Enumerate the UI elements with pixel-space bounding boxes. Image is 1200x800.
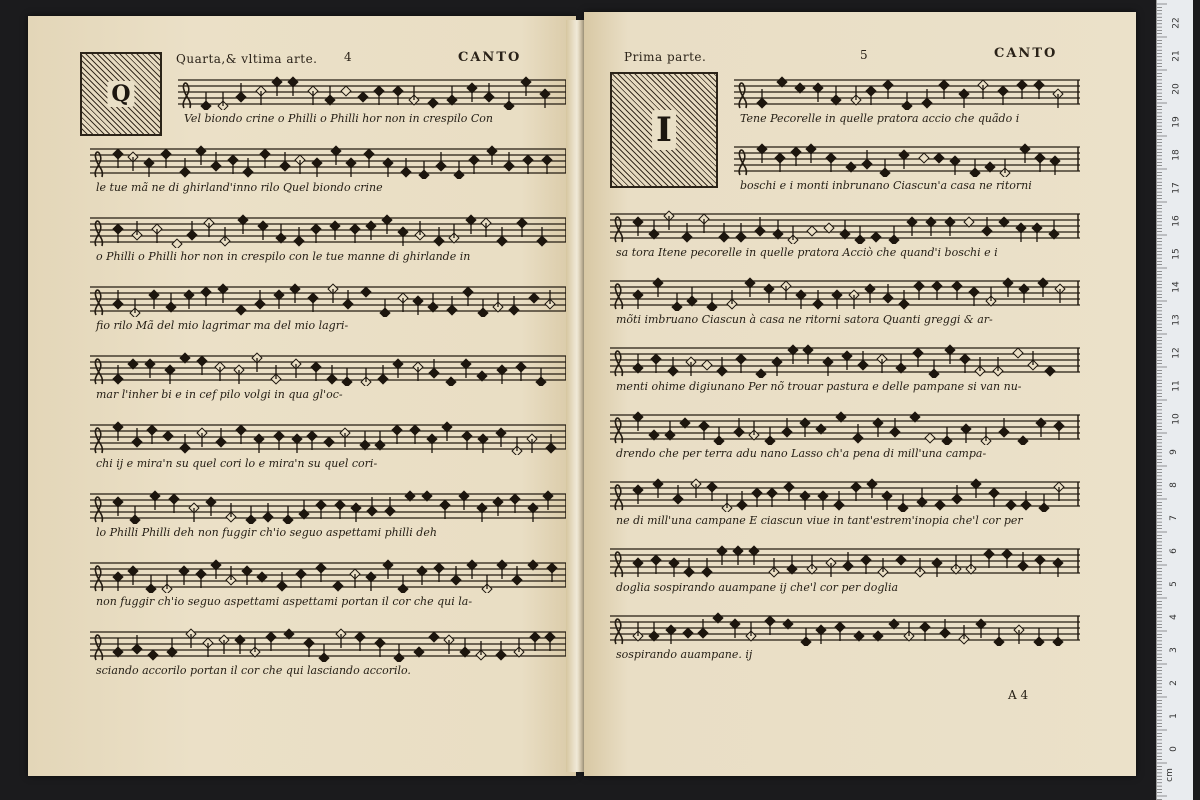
page-number: 4 [344, 50, 353, 64]
note-glyph [1045, 366, 1055, 376]
ruler-number: 14 [1171, 281, 1182, 293]
staff [610, 610, 1080, 646]
ruler-number: 12 [1171, 347, 1182, 359]
note-glyph [361, 287, 371, 297]
note-glyph [1018, 436, 1028, 445]
staff [734, 141, 1080, 177]
note-glyph [429, 632, 439, 642]
ruler-number: 22 [1171, 17, 1182, 29]
note-glyph [925, 433, 935, 443]
staff [734, 74, 1080, 110]
ruler-number: 8 [1168, 482, 1179, 488]
part-label: Prima parte. [624, 50, 707, 64]
ruler-number: 21 [1171, 50, 1182, 62]
staff [610, 476, 1080, 512]
staff [90, 557, 568, 593]
note-glyph [1006, 500, 1016, 510]
staff [90, 626, 568, 662]
signature-mark: A 4 [1008, 688, 1029, 702]
decorated-initial-i [610, 72, 718, 188]
staff [610, 275, 1080, 311]
note-glyph [358, 92, 368, 102]
note-glyph [683, 628, 693, 638]
ruler-unit: cm [1164, 768, 1175, 782]
lyric-line: ne di mill'una campane E ciascun viue in tant'estrem'inopia che'l cor per [616, 514, 1023, 527]
lyric-line: le tue mã ne di ghirland'inno rilo Quel biondo crine [96, 181, 383, 194]
ruler-number: 13 [1171, 314, 1182, 326]
ruler-number: 7 [1168, 515, 1179, 521]
note-glyph [341, 86, 351, 96]
staff [90, 143, 568, 179]
note-glyph [807, 226, 817, 236]
staff [90, 281, 568, 317]
staff [178, 74, 568, 110]
ruler-number: 1 [1168, 713, 1179, 719]
right-page [584, 12, 1136, 776]
page-number: 5 [860, 48, 869, 62]
staff [90, 212, 568, 248]
note-glyph [333, 581, 343, 591]
voice-label: CANTO [458, 50, 522, 65]
note-glyph [324, 437, 334, 447]
ruler-number: 4 [1168, 614, 1179, 620]
lyric-line: doglia sospirando auampane ij che'l cor per doglia [616, 581, 899, 594]
ruler-number: 9 [1168, 449, 1179, 455]
staff [90, 350, 568, 386]
measurement-ruler [1156, 0, 1193, 800]
note-glyph [1013, 348, 1023, 358]
lyric-line: fio rilo Mã del mio lagrimar ma del mio lagri- [96, 319, 349, 332]
note-glyph [896, 555, 906, 565]
page-header-title: Quarta,& vltima arte. [176, 52, 318, 66]
note-glyph [934, 153, 944, 163]
note-glyph [236, 305, 246, 315]
note-glyph [163, 431, 173, 441]
ruler-number: 5 [1168, 581, 1179, 587]
decorated-initial-q [80, 52, 162, 136]
initial-letter: I [652, 110, 676, 150]
staff [610, 543, 1080, 579]
ruler-number: 2 [1168, 680, 1179, 686]
note-glyph [428, 98, 438, 108]
staff [90, 419, 568, 455]
voice-label: CANTO [994, 46, 1058, 61]
ruler-number: 6 [1168, 548, 1179, 554]
ruler-number: 17 [1171, 182, 1182, 194]
lyric-line: non fuggir ch'io seguo aspettami aspettami portan il cor che qui la- [96, 595, 473, 608]
staff [610, 208, 1080, 244]
lyric-line: lo Philli Philli deh non fuggir ch'io seguo aspettami philli deh [96, 526, 437, 539]
ruler-number: 15 [1171, 248, 1182, 260]
lyric-line: sospirando auampane. ij [616, 648, 753, 661]
note-glyph [148, 650, 158, 660]
ruler-number: 11 [1171, 380, 1182, 392]
note-glyph [529, 293, 539, 303]
lyric-line: mõti imbruano Ciascun à casa ne ritorni satora Quanti greggi & ar- [616, 313, 993, 326]
ruler-number: 10 [1171, 413, 1182, 425]
lyric-line: drendo che per terra adu nano Lasso ch'a pena di mill'una campa- [616, 447, 987, 460]
ruler-number: 16 [1171, 215, 1182, 227]
lyric-line: chi ij e mira'n su quel cori lo e mira'n su quel cori- [96, 457, 378, 470]
note-glyph [702, 360, 712, 370]
ruler-number: 18 [1171, 149, 1182, 161]
lyric-line: menti ohime digiunano Per nõ trouar pastura e delle pampane si van nu- [616, 380, 1022, 393]
ruler-number: 3 [1168, 647, 1179, 653]
note-glyph [172, 239, 182, 248]
lyric-line: sa tora Itene pecorelle in quelle pratora Acciò che quand'i boschi e i [616, 246, 998, 259]
lyric-line: Tene Pecorelle in quelle pratora accio che quãdo i [740, 112, 1020, 125]
lyric-line: o Philli o Philli hor non in crespilo con le tue manne di ghirlande in [96, 250, 471, 263]
note-glyph [446, 377, 456, 386]
ruler-number: 19 [1171, 116, 1182, 128]
note-glyph [935, 500, 945, 510]
lyric-line: sciando accorilo portan il cor che qui lasciando accorilo. [96, 664, 411, 677]
note-glyph [919, 153, 929, 163]
ruler-number: 0 [1168, 746, 1179, 752]
lyric-line: boschi e i monti inbrunano Ciascun'a casa ne ritorni [740, 179, 1032, 192]
left-page [28, 16, 576, 776]
note-glyph [756, 369, 766, 378]
staff [610, 409, 1080, 445]
ruler-number: 20 [1171, 83, 1182, 95]
lyric-line: Vel biondo crine o Philli o Philli hor non in crespilo Con [184, 112, 494, 125]
staff [610, 342, 1080, 378]
ruler-ticks [1157, 0, 1193, 800]
lyric-line: mar l'inher bi e in cef pilo volgi in qua gl'oc- [96, 388, 343, 401]
note-glyph [871, 232, 881, 242]
staff [90, 488, 568, 524]
initial-letter: Q [107, 81, 134, 107]
